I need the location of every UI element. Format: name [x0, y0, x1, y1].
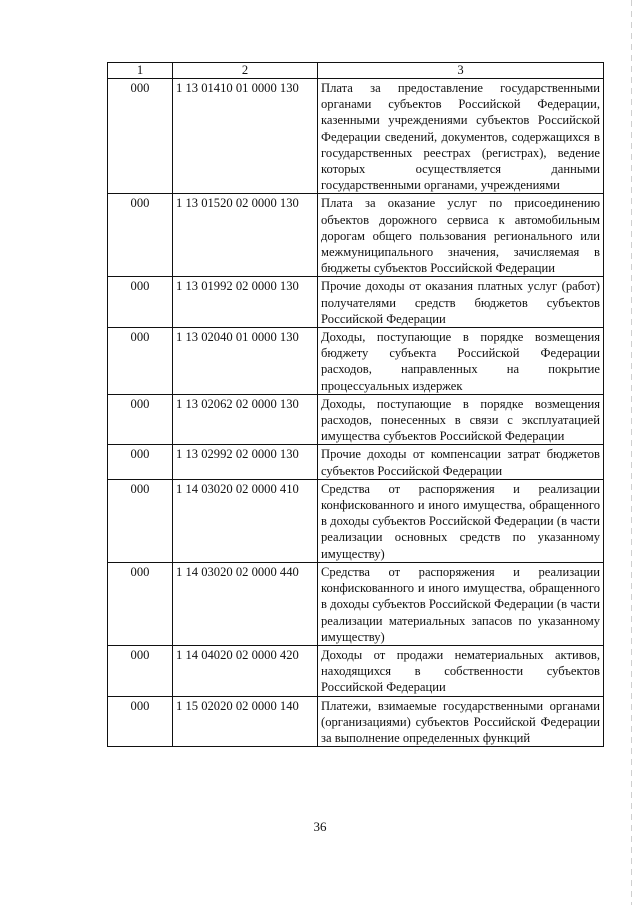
header-cell-3: 3 — [318, 63, 604, 79]
income-code-cell: 1 14 03020 02 0000 440 — [173, 562, 318, 645]
income-code-cell: 1 15 02020 02 0000 140 — [173, 696, 318, 747]
table-row — [108, 79, 604, 194]
table-row — [108, 479, 604, 562]
admin-code-cell: 000 — [108, 479, 173, 562]
income-code-cell: 1 13 01410 01 0000 130 — [173, 79, 318, 194]
income-code-cell: 1 13 02040 01 0000 130 — [173, 328, 318, 395]
admin-code-cell: 000 — [108, 194, 173, 277]
description-cell: Средства от распоряжения и реализации конфискованного и иного имущества, обращенного в доходы субъектов Российской Федерации (в части реализации основных средств по указанному имуществу) — [318, 479, 604, 562]
table-row — [108, 194, 604, 277]
admin-code-cell: 000 — [108, 328, 173, 395]
page-edge-scan-line — [631, 0, 632, 905]
description-cell: Доходы от продажи нематериальных активов, находящихся в собственности субъектов Российской Федерации — [318, 645, 604, 696]
table-row — [108, 562, 604, 645]
header-cell-1: 1 — [108, 63, 173, 79]
income-code-cell: 1 13 01992 02 0000 130 — [173, 277, 318, 328]
description-cell: Прочие доходы от компенсации затрат бюджетов субъектов Российской Федерации — [318, 445, 604, 479]
description-cell: Прочие доходы от оказания платных услуг (работ) получателями средств бюджетов субъектов Российской Федерации — [318, 277, 604, 328]
admin-code-cell: 000 — [108, 79, 173, 194]
table-row — [108, 277, 604, 328]
header-cell-2: 2 — [173, 63, 318, 79]
admin-code-cell: 000 — [108, 645, 173, 696]
description-cell: Средства от распоряжения и реализации конфискованного и иного имущества, обращенного в доходы субъектов Российской Федерации (в части реализации материальных запасов по указанному имуществу) — [318, 562, 604, 645]
description-cell: Доходы, поступающие в порядке возмещения расходов, понесенных в связи с эксплуатацией имущества субъектов Российской Федерации — [318, 394, 604, 445]
admin-code-cell: 000 — [108, 277, 173, 328]
description-cell: Платежи, взимаемые государственными органами (организациями) субъектов Российской Федерации за выполнение определенных функций — [318, 696, 604, 747]
admin-code-cell: 000 — [108, 445, 173, 479]
income-code-cell: 1 13 01520 02 0000 130 — [173, 194, 318, 277]
table-row — [108, 445, 604, 479]
table-row — [108, 328, 604, 395]
income-code-cell: 1 13 02062 02 0000 130 — [173, 394, 318, 445]
description-cell: Доходы, поступающие в порядке возмещения бюджету субъекта Российской Федерации расходов, направленных на покрытие процессуальных издержек — [318, 328, 604, 395]
table-header-row — [108, 63, 604, 79]
income-code-cell: 1 14 04020 02 0000 420 — [173, 645, 318, 696]
table-row — [108, 696, 604, 747]
table-row — [108, 645, 604, 696]
description-cell: Плата за предоставление государственными органами субъектов Российской Федерации, казенными учреждениями субъектов Российской Федерации сведений, документов, содержащихся в государственных реестрах (регистрах), ведение которых осуществляется данными государственными органами, учреждениями — [318, 79, 604, 194]
table-row — [108, 394, 604, 445]
admin-code-cell: 000 — [108, 394, 173, 445]
budget-classification-table — [107, 62, 604, 747]
income-code-cell: 1 14 03020 02 0000 410 — [173, 479, 318, 562]
page-number: 36 — [313, 819, 327, 834]
description-cell: Плата за оказание услуг по присоединению объектов дорожного сервиса к автомобильным дорогам общего пользования регионального или межмуниципального значения, зачисляемая в бюджеты субъектов Российской Федерации — [318, 194, 604, 277]
income-code-cell: 1 13 02992 02 0000 130 — [173, 445, 318, 479]
admin-code-cell: 000 — [108, 562, 173, 645]
admin-code-cell: 000 — [108, 696, 173, 747]
